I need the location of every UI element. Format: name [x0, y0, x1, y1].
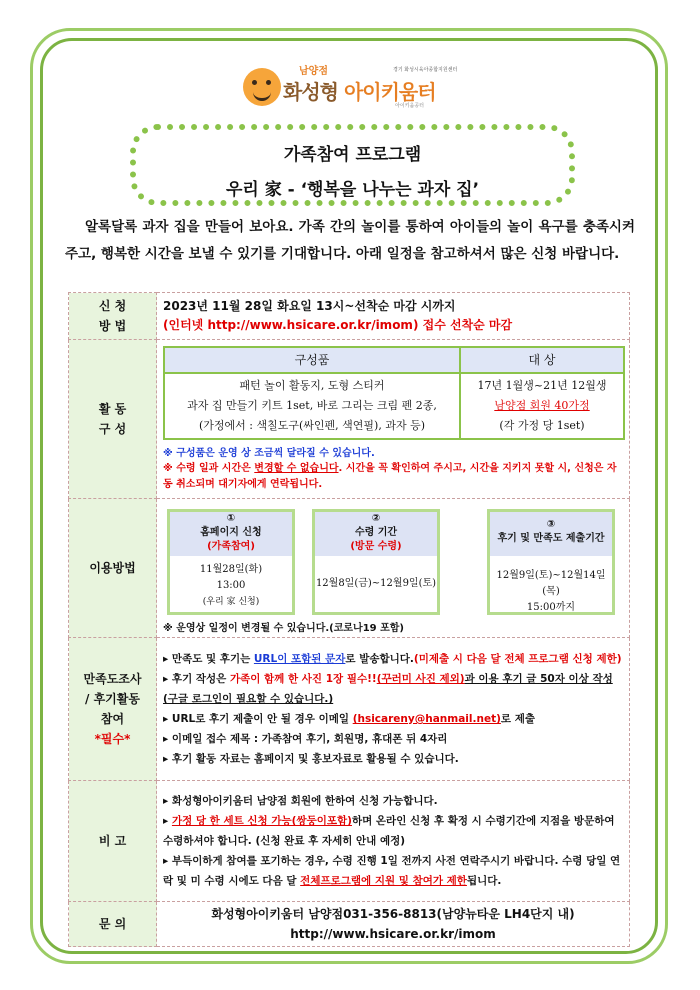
note2-c: . 시간을 꼭 확인하여 주시고, 시간을 지키지 못할 시, 신청은 자동 취소되며 대기자에게 연락됩니다.: [163, 463, 617, 490]
step-1-time: 13:00: [216, 579, 246, 591]
label-usage: 이용방법: [69, 499, 157, 638]
row-apply: [69, 293, 630, 340]
usage-note: ※ 운영상 일정이 변경될 수 있습니다.(코로나19 포함): [163, 622, 405, 634]
program-subtitle: 우리 家 - ‘행복을 나누는 과자 집’: [225, 180, 480, 200]
remark-1: ▸ 화성형아이키움터 남양점 회원에 한하여 신청 가능합니다.: [163, 795, 438, 807]
step-1-head: [170, 512, 292, 556]
components-line-1: 패턴 놀이 활동지, 도형 스티커: [239, 379, 385, 392]
step-1-note: (우리 家 신청): [202, 596, 260, 607]
step-3-num: ③: [546, 518, 556, 530]
target-line-3: (각 가정 당 1set): [499, 419, 585, 432]
step-3: [487, 509, 615, 615]
r3c: 됩니다.: [466, 875, 502, 887]
contact-url[interactable]: http://www.hsicare.or.kr/imom: [290, 927, 496, 941]
logo-name: [283, 76, 436, 105]
s1d: (미제출 시 다음 달 전체 프로그램 신청 제한): [413, 653, 622, 665]
contact-phone: 화성형아이키움터 남양점031-356-8813(남양뉴타운 LH4단지 내): [211, 907, 575, 921]
row-usage: [69, 499, 630, 638]
step-1-num: ①: [226, 512, 236, 524]
logo-sub: 아이키움공터: [395, 103, 424, 109]
survey-value: [157, 638, 630, 781]
target-line-2: 남양점 회원 40가정: [494, 399, 590, 412]
info-table: [68, 292, 630, 947]
step-1: [167, 509, 295, 615]
components-cell: [164, 373, 460, 439]
label-survey-c: 참여: [100, 712, 125, 726]
target-header: 대 상: [460, 347, 624, 373]
row-activity: [69, 340, 630, 499]
activity-value: [157, 340, 630, 499]
step-1-sub: (가족참여): [207, 540, 255, 552]
label-survey-b: / 후기활동: [85, 692, 140, 706]
row-contact: [69, 902, 630, 947]
s3a: ▸ URL로 후기 제출이 안 될 경우 이메일: [163, 713, 353, 725]
step-2-head: [315, 512, 437, 556]
components-header: 구성품: [164, 347, 460, 373]
note2-a: ※ 수령 일과 시간은: [163, 463, 255, 474]
s3c: 로 제출: [500, 713, 535, 725]
step-2: [312, 509, 440, 615]
r3b: 전체프로그램에 지원 및 참여가 제한: [300, 875, 467, 887]
center-logo: [243, 62, 463, 110]
logo-org: 경기 화성시육아종합지원센터: [393, 67, 458, 73]
smiley-face-icon: [243, 68, 281, 106]
r2a: ▸: [163, 815, 172, 827]
step-1-date: 11월28일(화): [199, 563, 263, 575]
activity-note-2: [163, 461, 625, 493]
usage-value: [157, 499, 630, 638]
step-2-title: 수령 기간: [354, 526, 398, 538]
remark-3: [163, 851, 623, 891]
s2c: (꾸러미 사진 제외): [376, 673, 465, 685]
s1b: URL이 포함된 문자: [253, 653, 346, 665]
row-remarks: [69, 781, 630, 902]
apply-date: 2023년 11월 28일 화요일 13시~선착순 마감 시까지: [163, 299, 456, 313]
logo-branch: 남양점: [299, 66, 328, 77]
program-title: 가족참여 프로그램: [283, 145, 422, 165]
survey-bullet-4: ▸ 이메일 접수 제목 : 가족참여 후기, 회원명, 휴대폰 뒤 4자리: [163, 733, 448, 745]
remark-2: [163, 811, 623, 851]
s2a: ▸ 후기 작성은: [163, 673, 230, 685]
components-line-3: (가정에서 : 색칠도구(싸인펜, 색연필), 과자 등): [199, 419, 425, 432]
target-cell: [460, 373, 624, 439]
label-remarks: 비 고: [69, 781, 157, 902]
survey-bullet-3: [163, 709, 623, 729]
target-line-1: 17년 1월생~21년 12월생: [477, 379, 607, 392]
logo-name-a: 화성형: [283, 80, 338, 104]
step-2-date: 12월8일(금)~12월9일(토): [315, 577, 437, 589]
s1a: ▸ 만족도 및 후기는: [163, 653, 254, 665]
r2b: 가정 당 한 세트 신청 가능(쌍둥이포함): [171, 815, 352, 827]
label-activity-b: 구 성: [98, 422, 127, 436]
survey-bullet-2: [163, 669, 623, 709]
survey-bullet-5: ▸ 후기 활동 자료는 홈페이지 및 홍보자료로 활용될 수 있습니다.: [163, 753, 459, 765]
logo-name-b: 아이키움터: [343, 80, 436, 104]
activity-note-1: ※ 구성품은 운영 상 조금씩 달라질 수 있습니다.: [163, 448, 375, 459]
step-3-body: [490, 556, 612, 616]
label-activity-a: 활 동: [98, 402, 127, 416]
step-3-head: [490, 512, 612, 556]
contact-value: [157, 902, 630, 947]
label-activity: [69, 340, 157, 499]
components-line-2: 과자 집 만들기 키트 1set, 바로 그리는 크림 펜 2종,: [187, 399, 437, 412]
step-2-body: [315, 556, 437, 592]
step-3-time: 15:00까지: [526, 601, 576, 613]
remarks-value: [157, 781, 630, 902]
row-survey: [69, 638, 630, 781]
step-2-sub: (방문 수령): [350, 540, 402, 552]
title-box: [130, 124, 575, 206]
s2d: 과 이용 후기 글 50자 이상 작성 (구글 로그인이 필요할 수 있습니다.): [163, 673, 613, 705]
label-apply-a: 신 청: [98, 299, 127, 313]
activity-inner-table: [163, 346, 625, 440]
step-3-date: 12월9일(토)~12월14일(목): [496, 569, 606, 597]
step-2-num: ②: [371, 512, 381, 524]
apply-url[interactable]: (인터넷 http://www.hsicare.or.kr/imom) 접수 선착순 마감: [163, 318, 513, 332]
label-survey: [69, 638, 157, 781]
email-link[interactable]: (hsicareny@hanmail.net): [352, 713, 501, 725]
label-apply-b: 방 법: [98, 319, 127, 333]
step-1-title: 홈페이지 신청: [200, 526, 262, 538]
label-survey-required: *필수*: [94, 732, 131, 746]
step-1-body: [170, 556, 292, 610]
survey-bullet-1: [163, 649, 623, 669]
intro-paragraph: 알록달록 과자 집을 만들어 보아요. 가족 간의 놀이를 통하여 아이들의 놀이 욕구를 충족시켜주고, 행복한 시간을 보낼 수 있기를 기대합니다. 아래 일정을 참고하셔서 많은 신청 바랍니다.: [65, 219, 635, 262]
usage-steps: [157, 503, 629, 615]
apply-value: [157, 293, 630, 340]
r3a: ▸ 부득이하게 참여를 포기하는 경우, 수령 진행 1일 전까지 사전 연락주시기 바랍니다. 수령 당일 연락 및 미 수령 시에도 다음 달: [163, 855, 621, 887]
r2c: 하며 온라인 신청 후 확정 시 수령기간에 지점을 방문하여 수령하셔야 합니다. (신청 완료 후 자세히 안내 예정): [163, 815, 615, 847]
label-apply: [69, 293, 157, 340]
s2b: 가족이 함께 한 사진 1장 필수!!: [229, 673, 377, 685]
note2-b: 변경할 수 없습니다: [254, 463, 339, 474]
step-3-title: 후기 및 만족도 제출기간: [497, 532, 605, 544]
label-contact: 문 의: [69, 902, 157, 947]
label-survey-a: 만족도조사: [83, 672, 142, 686]
s1c: 로 발송합니다.: [345, 653, 414, 665]
